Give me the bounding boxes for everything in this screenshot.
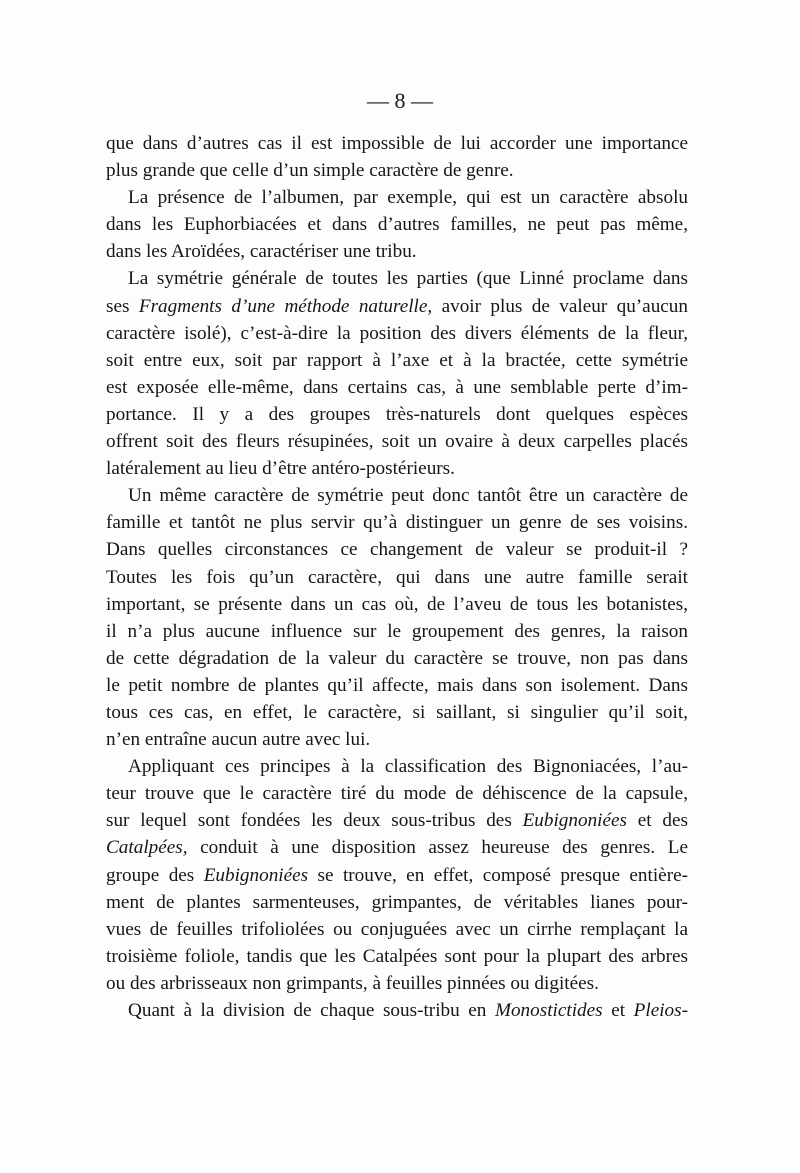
text-line: ment de plantes sarmenteuses, grimpantes, de véritables lianes pour- (106, 891, 688, 913)
text-line: latéralement au lieu d’être antéro-postérieurs. (106, 458, 455, 480)
text-line: vues de feuilles trifoliolées ou conjuguées avec un cirrhe remplaçant la (106, 918, 688, 940)
body-text (106, 130, 688, 1024)
text-fragment: avoir plus de valeur qu’aucun (432, 295, 688, 317)
text-line: important, se présente dans un cas où, de l’aveu de tous les botanistes, (106, 593, 688, 615)
text-line: le petit nombre de plantes qu’il affecte, mais dans son isolement. Dans (106, 674, 688, 696)
text-fragment: se trouve, en effet, composé presque entière- (308, 864, 688, 886)
italic-term: Eubignoniées (203, 864, 309, 886)
paragraph-1 (106, 130, 688, 184)
italic-term: Eubignoniées (522, 810, 628, 832)
text-line: teur trouve que le caractère tiré du mode de déhiscence de la capsule, (106, 783, 688, 805)
text-fragment: ses (106, 295, 139, 317)
text-line: portance. Il y a des groupes très-naturels dont quelques espèces (106, 403, 688, 425)
text-fragment: conduit à une disposition assez heureuse des genres. Le (187, 837, 688, 859)
text-fragment: Quant à la division de chaque sous-tribu en (128, 1000, 495, 1021)
page-number: — 8 — (367, 88, 433, 113)
text-fragment: et des (627, 810, 688, 832)
text-line: tous ces cas, en effet, le caractère, si saillant, si singulier qu’il soit, (106, 701, 688, 723)
text-line: il n’a plus aucune influence sur le groupement des genres, la raison (106, 620, 688, 642)
paragraph-3 (106, 265, 688, 482)
text-line: soit entre eux, soit par rapport à l’axe et à la bractée, cette symétrie (106, 349, 688, 371)
paragraph-2 (106, 184, 688, 265)
text-line (106, 807, 688, 834)
text-line: La présence de l’albumen, par exemple, qui est un caractère absolu (128, 187, 688, 209)
italic-term: Monostictides (494, 1000, 603, 1021)
text-line: Appliquant ces principes à la classification des Bignoniacées, l’au- (128, 756, 688, 778)
text-line: plus grande que celle d’un simple caractère de genre. (106, 160, 514, 182)
italic-term: Pleios- (633, 1000, 688, 1021)
paragraph-6 (106, 997, 688, 1024)
text-line (106, 834, 688, 861)
text-line: dans les Euphorbiacées et dans d’autres familles, ne peut pas même, (106, 214, 688, 236)
text-line: caractère isolé), c’est-à-dire la position des divers éléments de la fleur, (106, 322, 688, 344)
text-line: dans les Aroïdées, caractériser une tribu. (106, 241, 417, 263)
paragraph-5 (106, 753, 688, 997)
text-line (106, 997, 688, 1024)
italic-title: Fragments d’une méthode naturelle, (138, 295, 433, 317)
text-line: Toutes les fois qu’un caractère, qui dans une autre famille serait (106, 566, 688, 588)
text-line: ou des arbrisseaux non grimpants, à feuilles pinnées ou digitées. (106, 972, 599, 994)
text-line: La symétrie générale de toutes les parties (que Linné proclame dans (128, 268, 688, 290)
text-fragment: sur lequel sont fondées les deux sous-tribus des (106, 810, 523, 832)
text-line (106, 293, 688, 320)
text-line: est exposée elle-même, dans certains cas, à une semblable perte d’im- (106, 376, 688, 398)
text-line: que dans d’autres cas il est impossible de lui accorder une importance (106, 133, 688, 154)
text-line: Dans quelles circonstances ce changement de valeur se produit-il ? (106, 539, 688, 561)
text-fragment: et (602, 1000, 634, 1021)
paragraph-4 (106, 482, 688, 753)
text-line: offrent soit des fleurs résupinées, soit un ovaire à deux carpelles placés (106, 431, 688, 453)
text-line: de cette dégradation de la valeur du caractère se trouve, non pas dans (106, 647, 688, 669)
text-fragment: groupe des (106, 864, 204, 886)
text-line (106, 862, 688, 889)
text-line: troisième foliole, tandis que les Catalpées sont pour la plupart des arbres (106, 945, 688, 967)
text-line: n’en entraîne aucun autre avec lui. (106, 729, 371, 751)
text-line: famille et tantôt ne plus servir qu’à distinguer un genre de ses voisins. (106, 512, 688, 534)
text-line: Un même caractère de symétrie peut donc tantôt être un caractère de (128, 485, 688, 507)
italic-term: Catalpées, (106, 837, 188, 859)
